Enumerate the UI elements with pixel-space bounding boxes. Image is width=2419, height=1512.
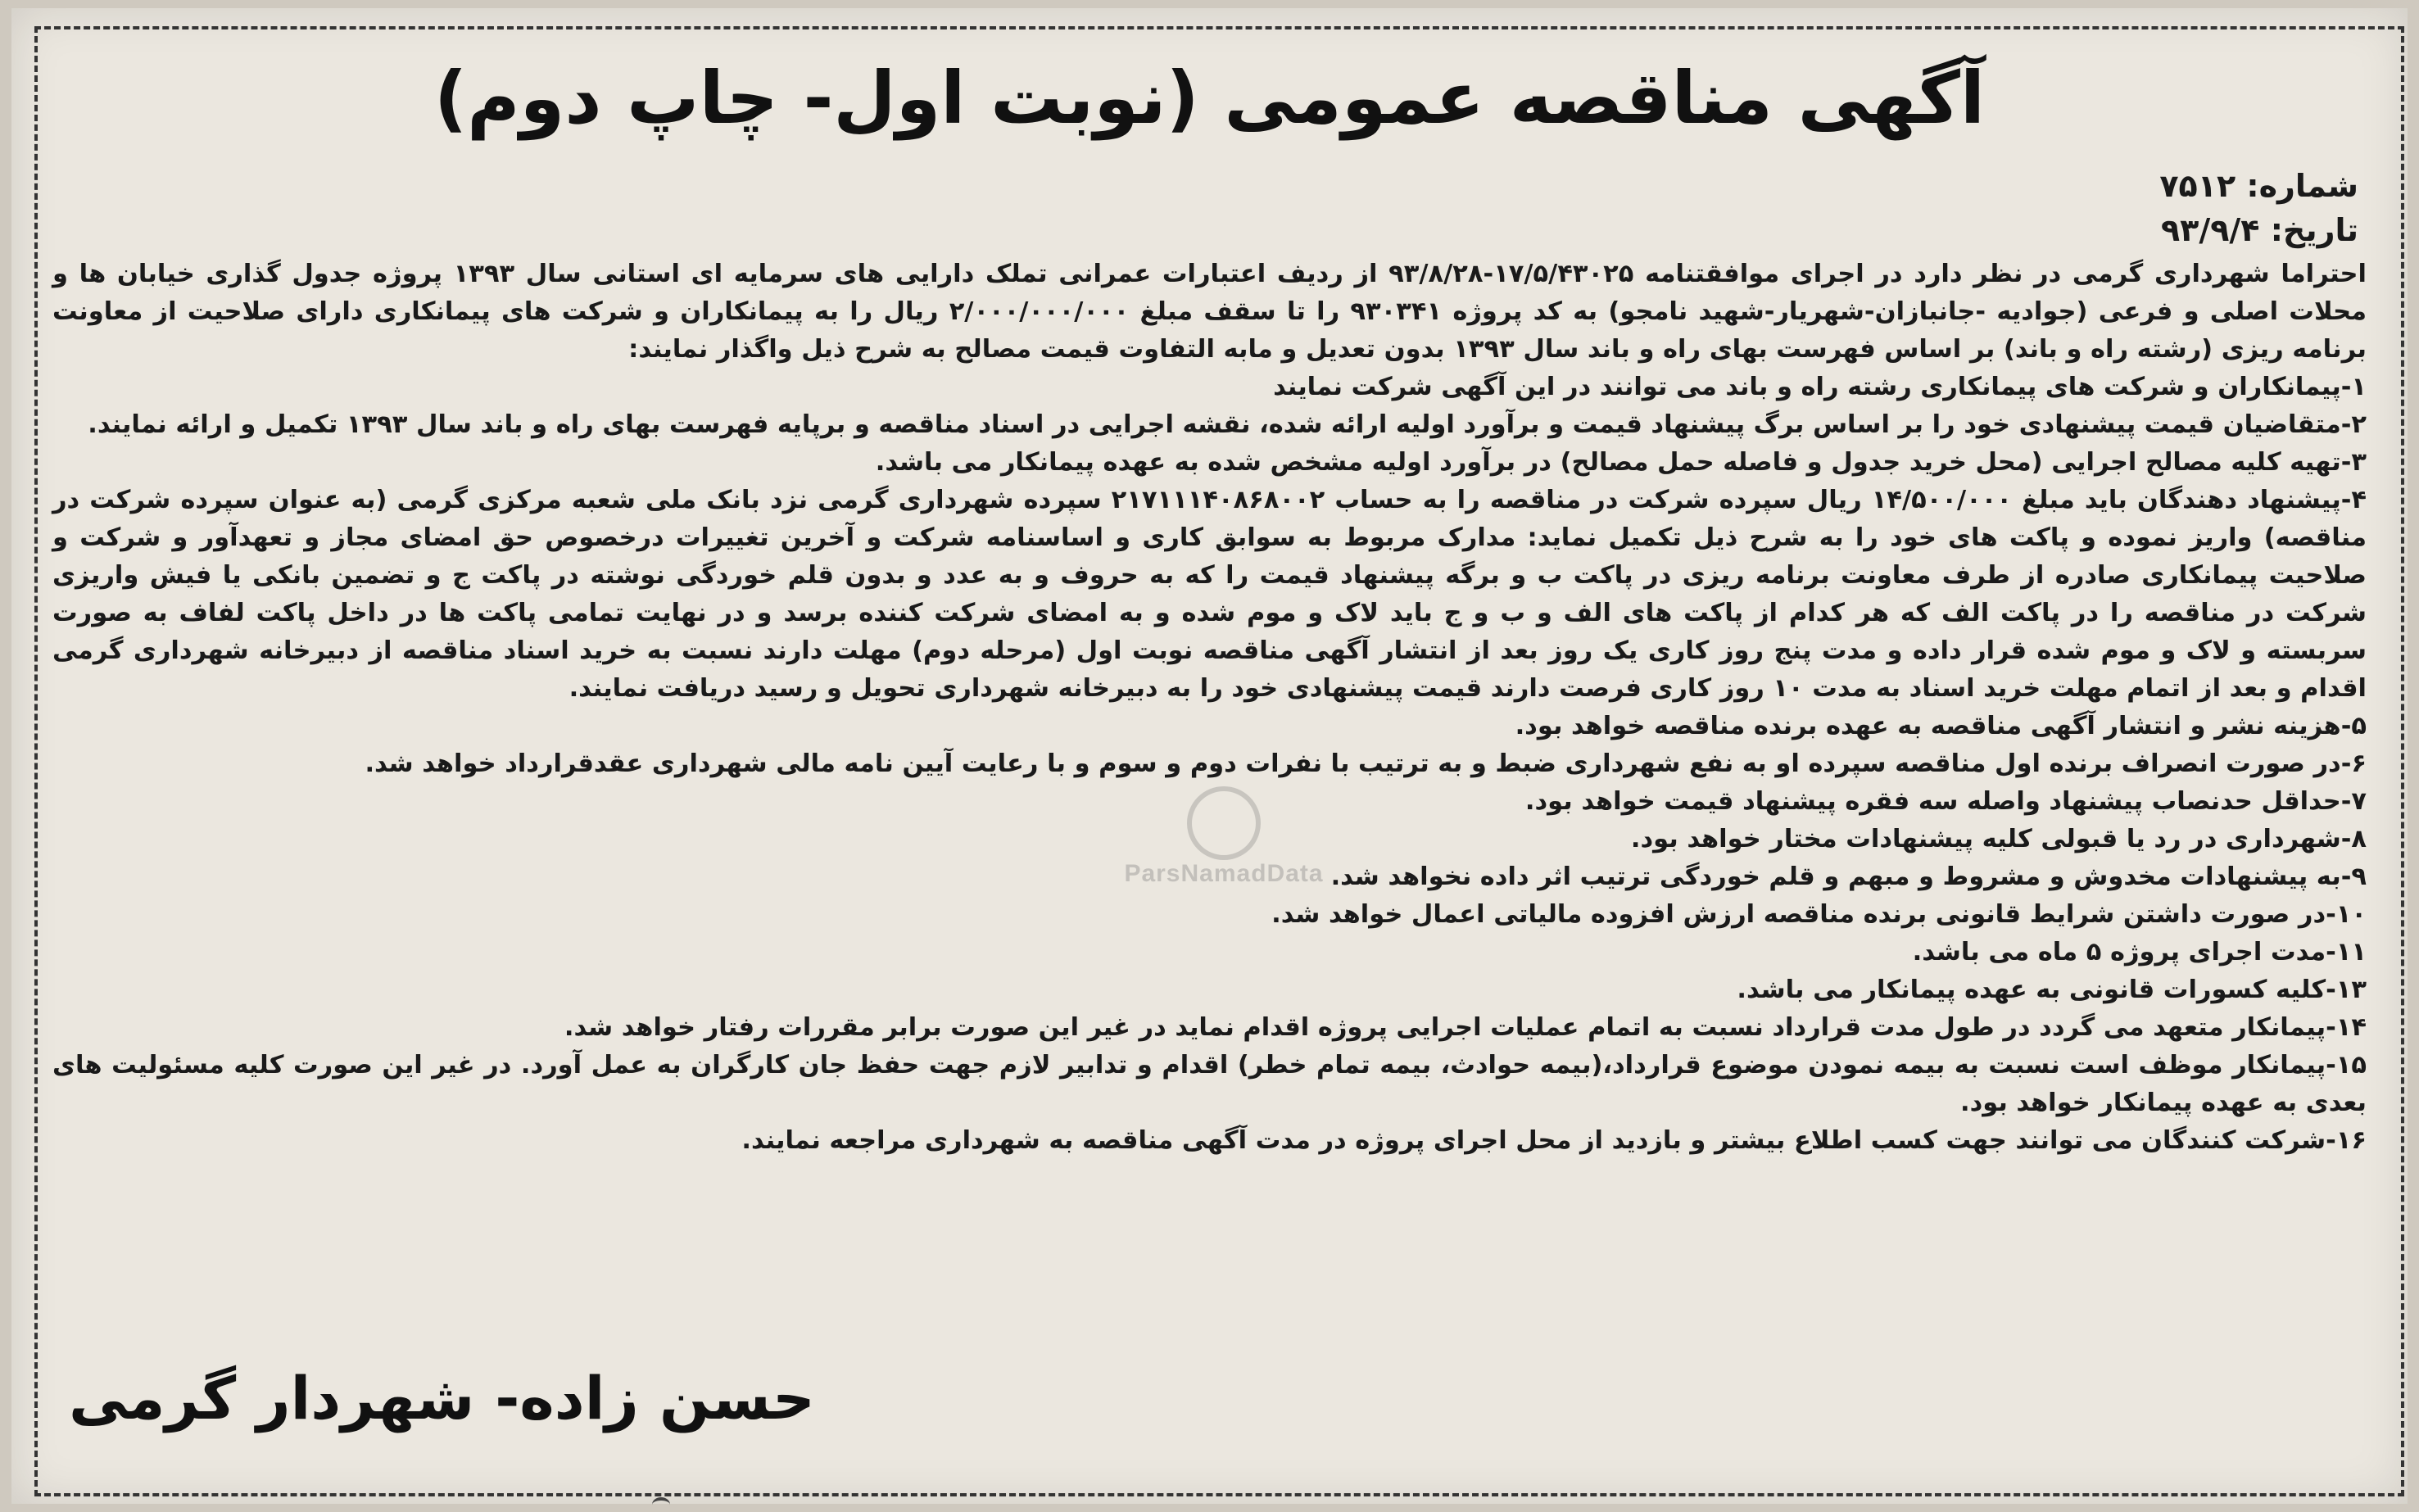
signature: حسن زاده- شهردار گرمی [69,1364,815,1433]
list-item: ۲-متقاضیان قیمت پیشنهادی خود را بر اساس برگ پیشنهاد قیمت و برآورد اولیه ارائه شده، نقشه اجرایی در اسناد مناقصه و برپایه فهرست بهای راه و باند سال ۱۳۹۳ تکمیل و ارائه نمایند. [88,410,2367,439]
list-item: ۴-پیشنهاد دهندگان باید مبلغ ۱۴/۵۰۰/۰۰۰ ریال سپرده شرکت در مناقصه را به حساب ۲۱۷۱۱۱۴۰۸۶۸۰۰۲ سپرده شهرداری گرمی نزد بانک ملی شعبه مرکزی گرمی (به عنوان سپرده شرکت در مناقصه) واریز نموده و پاکت های خود را به شرح ذیل تکمیل نماید: مدارک مربوط به سوابق کاری و اساسنامه شرکت و آخرین تغییرات درخصوص حق امضای مجاز و تعهدآور و شرکت و صلاحیت پیمانکاری صادره از طرف معاونت برنامه ریزی در پاکت ب و برگه پیشنهاد قیمت را که به حروف و به عدد و بدون قلم خوردگی نوشته در پاکت ج و تضمین بانکی یا فیش واریزی شرکت در مناقصه را در پاکت الف که هر کدام از پاکت های الف و ب و ج باید لاک و موم شده و به امضای شرکت کننده برسد و در نهایت تمامی پاکت ها در داخل پاکت لفاف به صورت سربسته و لاک و موم شده قرار داده و مدت پنج روز کاری یک روز بعد از انتشار آگهی مناقصه نوبت اول (مرحله دوم) مهلت دارند نسبت به خرید اسناد مناقصه از دبیرخانه شهرداری گرمی اقدام و بعد از اتمام مهلت خرید اسناد به مدت ۱۰ روز کاری فرصت دارند قیمت پیشنهادی خود را به دبیرخانه شهرداری تحویل و رسید دریافت نمایند. [52,486,2367,703]
list-item: ۱۶-شرکت کنندگان می توانند جهت کسب اطلاع بیشتر و بازدید از محل اجرای پروژه در مدت آگهی مناقصه به شهرداری مراجعه نمایند. [741,1126,2367,1155]
watermark-text: ParsNamadData [1124,860,1324,887]
list-item: ۱-پیمانکاران و شرکت های پیمانکاری رشته راه و باند می توانند در این آگهی شرکت نمایند [1273,373,2367,401]
notice-meta [2159,164,2358,252]
list-item: ۱۳-کلیه کسورات قانونی به عهده پیمانکار می باشد. [1737,976,2367,1004]
list-item: ۱۰-در صورت داشتن شرایط قانونی برنده مناقصه ارزش افزوده مالیاتی اعمال خواهد شد. [1271,900,2367,929]
list-item: ۱۱-مدت اجرای پروژه ۵ ماه می باشد. [1912,938,2367,967]
list-item: ۵-هزینه نشر و انتشار آگهی مناقصه به عهده برنده مناقصه خواهد بود. [1515,712,2367,740]
intro-paragraph: احتراما شهرداری گرمی در نظر دارد در اجرای موافقتنامه ۱۷/۵/۴۳۰۲۵-۹۳/۸/۲۸ از ردیف اعتبارات عمرانی تملک دارایی های سرمایه ای استانی سال ۱۳۹۳ پروژه جدول گذاری خیابان ها و محلات اصلی و فرعی (جوادیه -جانبازان-شهریار-شهید نامجو) به کد پروژه ۹۳۰۳۴۱ را تا سقف مبلغ ۲/۰۰۰/۰۰۰/۰۰۰ ریال را به پیمانکاران و شرکت های پیمانکاری دارای صلاحیت از معاونت برنامه ریزی (رشته راه و باند) بر اساس فهرست بهای راه و باند سال ۱۳۹۳ بدون تعدیل و مابه التفاوت قیمت مصالح به شرح ذیل واگذار نمایند: [52,260,2367,364]
notice-body [52,256,2367,1160]
list-item: ۱۵-پیمانکار موظف است نسبت به بیمه نمودن موضوع قرارداد،(بیمه حوادث، بیمه تمام خطر) اقدام و تدابیر لازم جهت حفظ جان کارگران به عمل آورد. در غیر این صورت کلیه مسئولیت های بعدی به عهده پیمانکار خواهد بود. [52,1051,2367,1117]
notice-title: آگهی مناقصه عمومی (نوبت اول- چاپ دوم) [433,56,1986,140]
list-item: ۳-تهیه کلیه مصالح اجرایی (محل خرید جدول و فاصله حمل مصالح) در برآورد اولیه مشخص شده به عهده پیمانکار می باشد. [875,448,2367,477]
list-item: ۸-شهرداری در رد یا قبولی کلیه پیشنهادات مختار خواهد بود. [1630,825,2367,853]
notice-number: شماره: ۷۵۱۲ [2159,168,2358,204]
newspaper-clipping [11,8,2408,1504]
list-item: ۶-در صورت انصراف برنده اول مناقصه سپرده او به نفع شهرداری ضبط و به ترتیب با نفرات دوم و سوم و با رعایت آیین نامه مالی شهرداری عقدقرارداد خواهد شد. [365,749,2367,778]
list-item: ۱۴-پیمانکار متعهد می گردد در طول مدت قرارداد نسبت به اتمام عملیات اجرایی پروژه اقدام نماید در غیر این صورت برابر مقررات رفتار خواهد شد. [564,1013,2367,1042]
list-item: ۹-به پیشنهادات مخدوش و مشروط و مبهم و قلم خوردگی ترتیب اثر داده نخواهد شد. [1330,862,2367,891]
paper-edge-mark [652,1497,670,1512]
notice-date: تاریخ: ۹۳/۹/۴ [2160,212,2358,248]
list-item: ۷-حداقل حدنصاب پیشنهاد واصله سه فقره پیشنهاد قیمت خواهد بود. [1524,787,2367,816]
